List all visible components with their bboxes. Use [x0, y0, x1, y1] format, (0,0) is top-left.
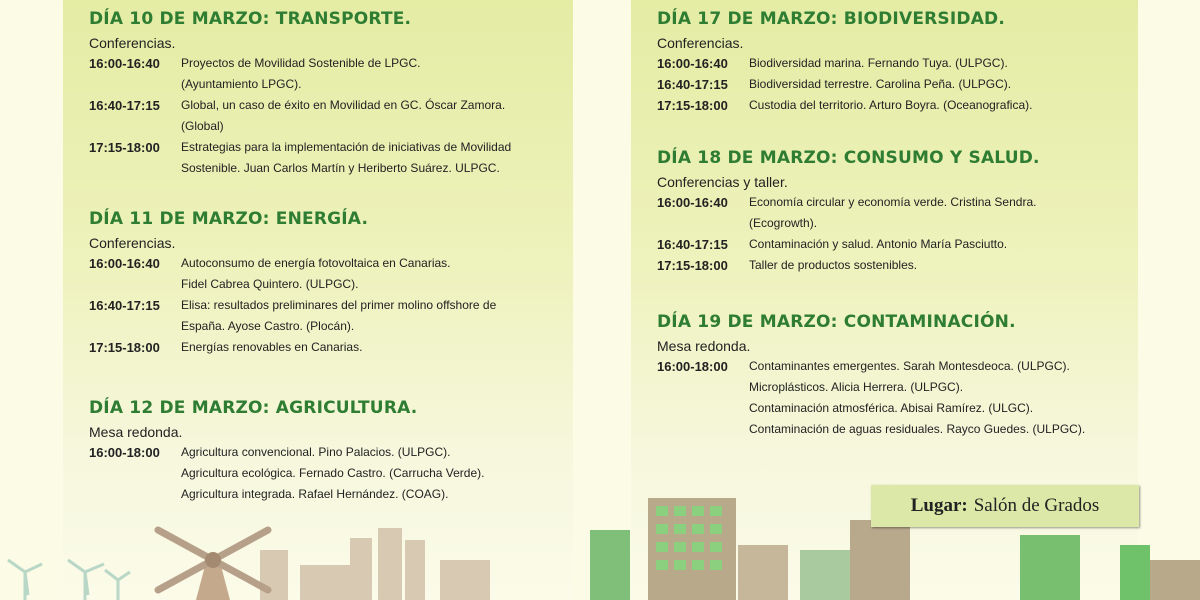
session-row — [657, 255, 1137, 276]
day-title: DÍA 11 DE MARZO: ENERGÍA. — [89, 209, 369, 229]
session-row — [89, 295, 569, 337]
session-line: Energías renovables en Canarias. — [181, 340, 363, 354]
session-description — [749, 95, 1137, 116]
session-type: Conferencias. — [657, 35, 744, 51]
session-line: Contaminación y salud. Antonio María Pasciutto. — [749, 237, 1008, 251]
session-row — [657, 95, 1137, 116]
session-description — [181, 95, 569, 137]
session-description — [181, 53, 569, 95]
session-row — [657, 74, 1137, 95]
session-time: 16:00-16:40 — [89, 56, 160, 71]
session-line: Proyectos de Movilidad Sostenible de LPGC. — [181, 56, 421, 70]
session-row — [89, 137, 569, 179]
session-line: Agricultura ecológica. Fernado Castro. (Carrucha Verde). — [181, 466, 485, 480]
venue-value: Salón de Grados — [973, 495, 1100, 516]
session-type: Conferencias y taller. — [657, 174, 788, 190]
session-description — [181, 337, 569, 358]
session-description — [749, 356, 1137, 440]
session-description — [749, 53, 1137, 74]
day-block — [657, 8, 1137, 116]
factory-chimneys-icon — [260, 528, 490, 600]
session-line: Estrategias para la implementación de iniciativas de Movilidad — [181, 140, 512, 154]
session-type: Conferencias. — [89, 35, 176, 51]
session-description — [749, 255, 1137, 276]
session-time: 16:00-16:40 — [657, 195, 728, 210]
session-row — [657, 356, 1137, 440]
windmill-icon — [158, 530, 268, 600]
session-row — [89, 53, 569, 95]
session-time: 17:15-18:00 — [89, 340, 160, 355]
session-type: Conferencias. — [89, 235, 176, 251]
session-line: Autoconsumo de energía fotovoltaica en Canarias. — [181, 256, 451, 270]
session-type: Mesa redonda. — [89, 424, 183, 440]
session-line: Biodiversidad terrestre. Carolina Peña. (ULPGC). — [749, 77, 1012, 91]
session-time: 16:40-17:15 — [89, 98, 160, 113]
session-line: Elisa: resultados preliminares del primer molino offshore de — [181, 298, 497, 312]
session-line: Contaminación atmosférica. Abisai Ramírez. (ULGC). — [749, 401, 1034, 415]
session-line: Sostenible. Juan Carlos Martín y Heriberto Suárez. ULPGC. — [181, 161, 500, 175]
venue-label: Lugar: — [910, 495, 968, 516]
session-time: 17:15-18:00 — [89, 140, 160, 155]
session-line: (Ayuntamiento LPGC). — [181, 77, 302, 91]
session-line: Economía circular y economía verde. Cristina Sendra. — [749, 195, 1037, 209]
session-description — [181, 137, 569, 179]
day-title: DÍA 10 DE MARZO: TRANSPORTE. — [89, 9, 412, 29]
session-description — [181, 253, 569, 295]
day-title: DÍA 12 DE MARZO: AGRICULTURA. — [89, 398, 418, 418]
session-line: Microplásticos. Alicia Herrera. (ULPGC). — [749, 380, 964, 394]
day-block — [89, 397, 569, 505]
session-line: Global, un caso de éxito en Movilidad en GC. Óscar Zamora. — [181, 98, 506, 112]
session-description — [749, 234, 1137, 255]
session-line: Agricultura convencional. Pino Palacios. (ULPGC). — [181, 445, 451, 459]
session-row — [657, 192, 1137, 234]
session-line: Custodia del territorio. Arturo Boyra. (Oceanografica). — [749, 98, 1033, 112]
session-time: 17:15-18:00 — [657, 258, 728, 273]
session-row — [657, 234, 1137, 255]
session-time: 17:15-18:00 — [657, 98, 728, 113]
session-line: Fidel Cabrea Quintero. (ULPGC). — [181, 277, 359, 291]
session-row — [89, 337, 569, 358]
session-description — [181, 295, 569, 337]
session-line: Taller de productos sostenibles. — [749, 258, 918, 272]
session-line: España. Ayose Castro. (Plocán). — [181, 319, 355, 333]
day-title: DÍA 18 DE MARZO: CONSUMO Y SALUD. — [657, 148, 1040, 168]
day-block — [89, 8, 569, 179]
session-time: 16:00-16:40 — [657, 56, 728, 71]
session-line: Contaminación de aguas residuales. Rayco Guedes. (ULPGC). — [749, 422, 1086, 436]
day-block — [657, 147, 1137, 276]
session-time: 16:40-17:15 — [657, 237, 728, 252]
day-title: DÍA 17 DE MARZO: BIODIVERSIDAD. — [657, 9, 1006, 29]
session-time: 16:00-16:40 — [89, 256, 160, 271]
session-row — [89, 253, 569, 295]
session-line: Agricultura integrada. Rafael Hernández. (COAG). — [181, 487, 449, 501]
session-line: Contaminantes emergentes. Sarah Montesdeoca. (ULPGC). — [749, 359, 1070, 373]
session-row — [657, 53, 1137, 74]
venue-box — [871, 485, 1139, 527]
session-time: 16:00-18:00 — [657, 359, 728, 374]
wind-turbines-icon — [8, 560, 130, 600]
session-time: 16:40-17:15 — [89, 298, 160, 313]
session-line: Biodiversidad marina. Fernando Tuya. (ULPGC). — [749, 56, 1008, 70]
day-block — [657, 311, 1137, 440]
session-row — [89, 95, 569, 137]
session-time: 16:40-17:15 — [657, 77, 728, 92]
session-time: 16:00-18:00 — [89, 445, 160, 460]
session-line: (Ecogrowth). — [749, 216, 818, 230]
day-title: DÍA 19 DE MARZO: CONTAMINACIÓN. — [657, 312, 1016, 332]
session-type: Mesa redonda. — [657, 338, 751, 354]
day-block — [89, 208, 569, 358]
session-description — [749, 74, 1137, 95]
session-description — [749, 192, 1137, 234]
session-line: (Global) — [181, 119, 224, 133]
